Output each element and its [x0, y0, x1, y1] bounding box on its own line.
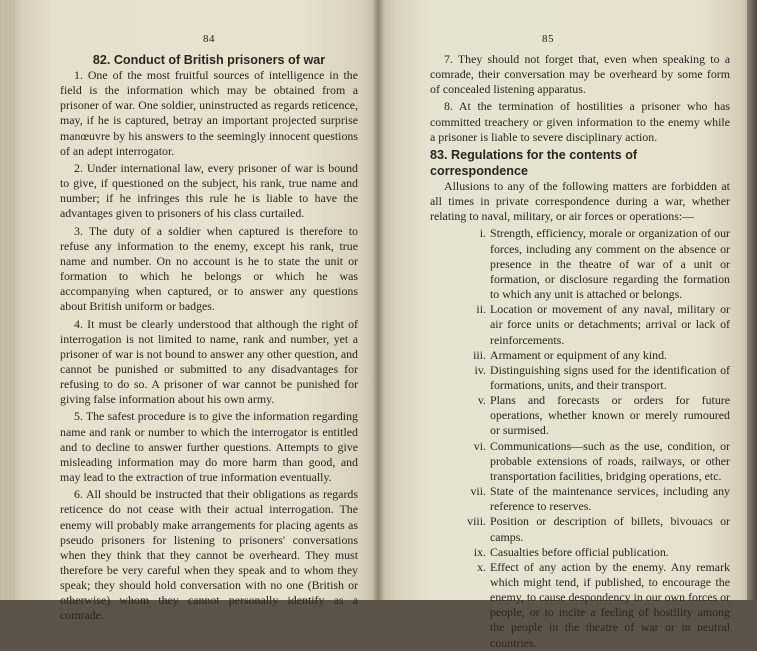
list-item-number: ii. [476, 302, 486, 317]
list-item [464, 226, 730, 302]
list-item-text: Strength, efficiency, morale or organization of our forces, including any comment on the absence or presence in the theatre of war of a unit or formation, or disclosure regarding the formation to which any unit is attached or belongs. [490, 226, 730, 302]
paragraph: 4. It must be clearly understood that although the right of interrogation is not limited to name, rank and number, yet a prisoner of war is not bound to answer any other question, and cannot be punished or submitted to any disadvantages for refusing to do so. A prisoner of war cannot be punished for giving false information about his own army. [60, 316, 358, 407]
page-edge-shadow [747, 0, 757, 600]
list-item-number: x. [477, 559, 486, 574]
list-item-text: Casualties before official publication. [490, 544, 669, 559]
paragraph: 6. All should be instructed that their obligations as regards reticence do not cease with their actual interrogation. The enemy will probably make arrangements for placing agents as pseudo prisoners for listening to prisoners' conversations when they think that they cannot be overheard. They must therefore be very careful when they speak and to whom they speak; they should hold conversation with no one (British or otherwise) whom they cannot personally identify as a comrade. [60, 487, 358, 623]
section-intro: Allusions to any of the following matters are forbidden at all times in private correspondence during a war, whether relating to naval, military, or air forces or operations:— [430, 178, 730, 224]
section-heading-83: 83. Regulations for the contents of correspondence [430, 147, 638, 178]
right-page [378, 0, 757, 650]
section-heading-82: 82. Conduct of British prisoners of war [92, 53, 326, 67]
page-edges [0, 0, 14, 600]
paragraph: 7. They should not forget that, even when speaking to a comrade, their conversation may be overheard by some form of concealed listening apparatus. [430, 52, 730, 97]
list-item-number: viii. [467, 514, 486, 529]
list-item-text: Effect of any action by the enemy. Any remark which might tend, if published, to encourage the enemy, to cause despondency in our own forces or people, or to incite a feeling of hostility among the people in the theatre of war or in neutral countries. [490, 559, 730, 650]
page-number-right: 85 [542, 33, 554, 45]
paragraph: 1. One of the most fruitful sources of intelligence in the field is the information which may be obtained from a prisoner of war. One soldier, uninstructed as regards reticence, may, if he is captured, betray an important projected surprise manœuvre by his answers to the seemingly innocent questions of an adept interrogator. [60, 68, 358, 158]
list-item [464, 439, 730, 484]
list-item-number: iii. [473, 347, 486, 362]
book-gutter [372, 0, 384, 600]
left-page-content [60, 52, 358, 626]
list-item [464, 484, 730, 514]
page-number-left: 84 [203, 33, 215, 45]
list-item-text: Distinguishing signs used for the identification of formations, units, and their transport. [490, 362, 730, 392]
paragraph: 5. The safest procedure is to give the information regarding name and rank or number to which the interrogator is entitled and to decline to answer further questions. Attempts to give misleading information may do more harm than good, and may lead to the extraction of true information eventually. [60, 409, 358, 485]
list-item [464, 363, 730, 393]
list-item-text: Location or movement of any naval, military or air force units or detachments; arrival or lack of reinforcements. [490, 302, 730, 347]
list-item [464, 514, 730, 544]
list-item-text: Position or description of billets, bivouacs or camps. [490, 514, 730, 544]
list-item-text: Plans and forecasts or orders for future operations, whether known or merely rumoured or surmised. [490, 393, 730, 438]
list-item-number: v. [477, 393, 486, 408]
list-item-text: Communications—such as the use, condition, or probable extensions of roads, railways, or other transportation facilities, bridging operations, etc. [490, 438, 730, 483]
list-item-number: vi. [473, 438, 486, 453]
list-item-number: vii. [470, 484, 486, 499]
right-page-content [430, 52, 730, 651]
list-item-number: iv. [474, 362, 486, 377]
list-item-text: Armament or equipment of any kind. [490, 347, 667, 362]
left-page [0, 0, 378, 623]
list-item [464, 545, 730, 560]
paragraph: 2. Under international law, every prisoner of war is bound to give, if questioned on the subject, his rank, true name and number; if he infringes this rule he is liable to have the advantages given to prisoners of his class curtailed. [60, 160, 358, 221]
list-item [464, 393, 730, 438]
list-item [464, 302, 730, 347]
forbidden-matters-list [430, 226, 730, 650]
list-item-number: ix. [473, 544, 486, 559]
list-item [464, 348, 730, 363]
list-item-text: State of the maintenance services, including any reference to reserves. [490, 484, 730, 514]
list-item [464, 560, 730, 651]
list-item-number: i. [479, 226, 486, 241]
paragraph: 8. At the termination of hostilities a prisoner who has committed treachery or given information to the enemy while a prisoner is liable to severe disciplinary action. [430, 99, 730, 144]
paragraph: 3. The duty of a soldier when captured is therefore to refuse any information to the enemy, except his rank, true name and number. On no account is he to state the unit or formation to which he belongs or which he was accompanying when captured, or to answer any questions about British uniform or badges. [60, 223, 358, 314]
